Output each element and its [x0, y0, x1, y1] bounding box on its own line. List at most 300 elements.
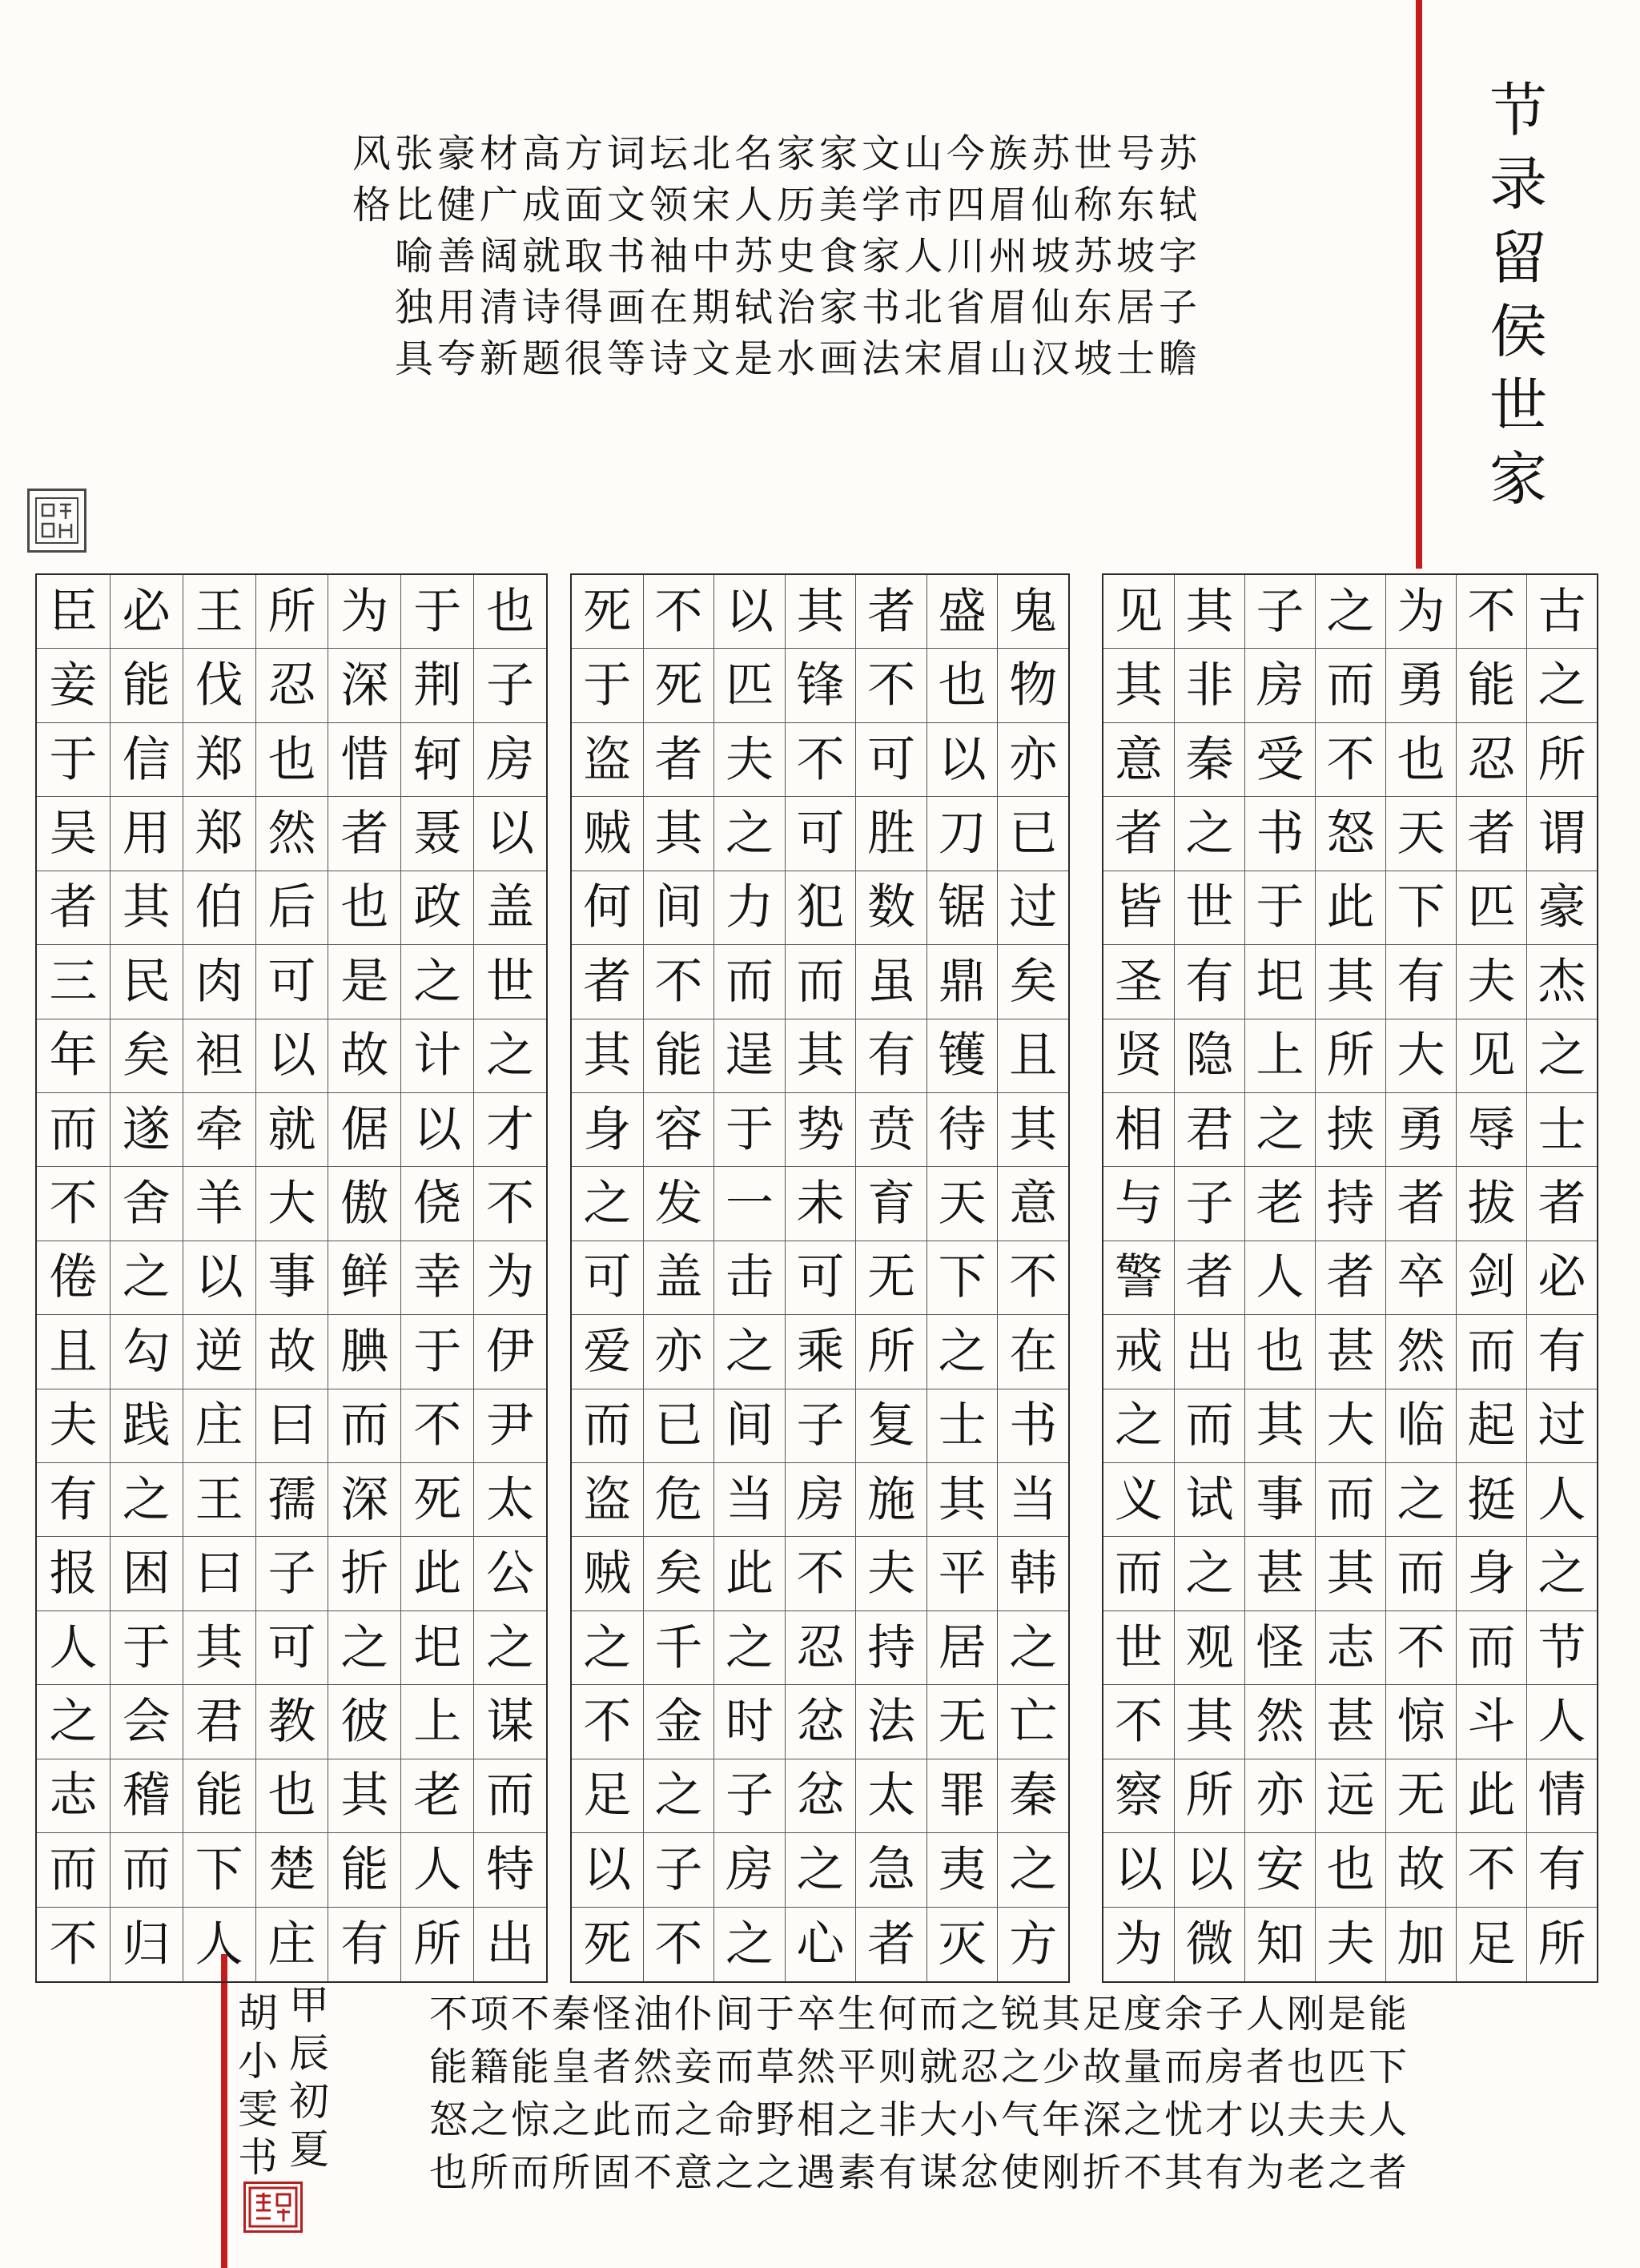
grid-cell: 所 [1526, 1908, 1597, 1981]
grid-cell: 必 [110, 575, 183, 649]
grid-cell: 见 [1456, 1019, 1526, 1093]
grid-cell: 之 [1526, 1537, 1597, 1611]
grid-cell: 郑 [183, 797, 255, 871]
grid-cell: 远 [1315, 1759, 1385, 1833]
grid-cell: 者 [1456, 797, 1526, 871]
grid-cell: 矣 [110, 1019, 183, 1093]
grid-cell: 可 [785, 1241, 856, 1315]
grid-cell: 圯 [1244, 945, 1315, 1019]
grid-cell: 而 [713, 945, 785, 1019]
grid-cell: 以 [255, 1019, 328, 1093]
grid-cell: 为 [1385, 575, 1456, 649]
grid-cell: 有 [1526, 1315, 1597, 1389]
grid-cell: 之 [473, 1611, 546, 1685]
grid-cell: 者 [1103, 797, 1174, 871]
grid-cell: 伯 [183, 871, 255, 945]
grid-cell: 以 [473, 797, 546, 871]
grid-cell: 子 [473, 649, 546, 722]
grid-cell: 于 [400, 575, 473, 649]
grid-cell: 孺 [255, 1463, 328, 1537]
signature-char: 辰 [289, 2030, 329, 2077]
grid-cell: 夫 [855, 1537, 927, 1611]
grid-cell: 甚 [1244, 1537, 1315, 1611]
grid-cell: 也 [473, 575, 546, 649]
grid-cell: 急 [855, 1833, 927, 1907]
grid-cell: 太 [473, 1463, 546, 1537]
grid-cell: 世 [473, 945, 546, 1019]
text-row: 独用清诗得画在期轼治家书北省眉仙东居子 [394, 285, 1201, 330]
text-row: 喻善阔就取书袖中苏史食家人川州坡苏坡字 [394, 234, 1201, 279]
grid-cell: 惜 [328, 723, 400, 797]
grid-cell: 之 [1315, 575, 1385, 649]
grid-cell: 伊 [473, 1315, 546, 1389]
grid-cell: 之 [110, 1241, 183, 1315]
grid-cell: 曰 [255, 1389, 328, 1463]
grid-cell: 忍 [1456, 723, 1526, 797]
grid-cell: 然 [1385, 1315, 1456, 1389]
grid-cell: 郑 [183, 723, 255, 797]
grid-cell: 此 [713, 1537, 785, 1611]
grid-cell: 而 [1456, 1611, 1526, 1685]
grid-cell: 有 [1385, 945, 1456, 1019]
grid-cell: 所 [1315, 1019, 1385, 1093]
grid-cell: 下 [927, 1241, 998, 1315]
grid-cell: 深 [328, 1463, 400, 1537]
grid-cell: 下 [1385, 871, 1456, 945]
grid-cell: 安 [1244, 1833, 1315, 1907]
signature-char: 胡 [238, 1990, 278, 2037]
grid-cell: 容 [643, 1093, 714, 1167]
grid-cell: 君 [183, 1685, 255, 1759]
grid-cell: 能 [183, 1759, 255, 1833]
grid-cell: 拔 [1456, 1167, 1526, 1241]
grid-cell: 之 [473, 1019, 546, 1093]
grid-cell: 力 [713, 871, 785, 945]
grid-middle [570, 573, 1070, 1983]
grid-cell: 其 [328, 1759, 400, 1833]
left-seal [27, 489, 86, 553]
grid-cell: 尹 [473, 1389, 546, 1463]
grid-right [1102, 573, 1598, 1983]
grid-cell: 不 [785, 723, 856, 797]
grid-cell: 有 [855, 1019, 927, 1093]
grid-cell: 之 [1174, 1537, 1244, 1611]
grid-cell: 挟 [1315, 1093, 1385, 1167]
grid-cell: 复 [855, 1389, 927, 1463]
grid-cell: 非 [1174, 649, 1244, 722]
grid-cell: 吴 [37, 797, 110, 871]
grid-cell: 幸 [400, 1241, 473, 1315]
grid-cell: 妾 [37, 649, 110, 722]
signature-author [234, 1989, 282, 2182]
grid-cell: 者 [643, 723, 714, 797]
grid-cell: 已 [643, 1389, 714, 1463]
grid-cell: 死 [583, 1916, 632, 1972]
grid-cell: 侥 [400, 1167, 473, 1241]
grid-cell: 临 [1385, 1389, 1456, 1463]
grid-cell: 之 [1174, 797, 1244, 871]
grid-cell: 犯 [785, 871, 856, 945]
grid-cell: 韩 [997, 1537, 1068, 1611]
grid-cell: 子 [785, 1389, 856, 1463]
grid-cell: 矣 [643, 1537, 714, 1611]
grid-cell: 以 [1103, 1833, 1174, 1907]
grid-cell: 而 [572, 1389, 643, 1463]
grid-cell: 之 [110, 1463, 183, 1537]
signature-char: 小 [238, 2038, 278, 2085]
grid-cell: 以 [1174, 1833, 1244, 1907]
title-char: 节 [1489, 77, 1547, 144]
grid-cell: 而 [1174, 1389, 1244, 1463]
grid-cell: 甚 [1315, 1685, 1385, 1759]
grid-cell: 微 [1174, 1908, 1244, 1981]
top-red-rule [1416, 0, 1422, 569]
grid-cell: 以 [400, 1093, 473, 1167]
signature-char: 初 [289, 2078, 329, 2125]
grid-cell: 豪 [1526, 871, 1597, 945]
grid-cell: 发 [643, 1167, 714, 1241]
grid-cell: 不 [997, 1241, 1068, 1315]
grid-cell: 而 [1103, 1537, 1174, 1611]
grid-cell: 子 [713, 1759, 785, 1833]
grid-cell: 舍 [110, 1167, 183, 1241]
grid-cell: 能 [1456, 649, 1526, 722]
grid-cell: 圯 [400, 1611, 473, 1685]
grid-cell: 也 [255, 1759, 328, 1833]
grid-cell: 肉 [183, 945, 255, 1019]
grid-cell: 间 [713, 1389, 785, 1463]
grid-cell: 世 [1174, 871, 1244, 945]
grid-cell: 于 [110, 1611, 183, 1685]
grid-cell: 用 [110, 797, 183, 871]
grid-cell: 腆 [328, 1315, 400, 1389]
grid-cell: 秦 [1174, 723, 1244, 797]
grid-cell: 特 [473, 1833, 546, 1907]
grid-cell: 持 [855, 1611, 927, 1685]
grid-cell: 君 [1174, 1093, 1244, 1167]
grid-cell: 当 [997, 1463, 1068, 1537]
grid-cell: 有 [37, 1463, 110, 1537]
grid-cell: 庄 [255, 1908, 328, 1981]
grid-cell: 居 [927, 1611, 998, 1685]
grid-cell: 戒 [1103, 1315, 1174, 1389]
signature-char: 甲 [289, 1982, 329, 2029]
grid-cell: 间 [643, 871, 714, 945]
grid-cell: 有 [1174, 945, 1244, 1019]
grid-cell: 足 [1456, 1908, 1526, 1981]
grid-cell: 乘 [785, 1315, 856, 1389]
grid-cell: 也 [1315, 1833, 1385, 1907]
grid-cell: 为 [473, 1241, 546, 1315]
grid-cell: 节 [1526, 1611, 1597, 1685]
grid-cell: 罪 [927, 1759, 998, 1833]
grid-cell: 义 [1103, 1463, 1174, 1537]
bottom-paragraph [429, 1988, 1534, 2199]
grid-cell: 不 [37, 1167, 110, 1241]
grid-cell: 无 [855, 1241, 927, 1315]
grid-cell: 怪 [1244, 1611, 1315, 1685]
grid-cell: 上 [400, 1685, 473, 1759]
text-row: 不项不秦怪油仆间于卒生何而之锐其足度余子人刚是能 [429, 1992, 1410, 2037]
grid-cell: 何 [572, 871, 643, 945]
grid-cell: 王 [183, 575, 255, 649]
grid-cell: 者 [572, 945, 643, 1019]
grid-cell: 就 [255, 1093, 328, 1167]
grid-cell: 臣 [37, 575, 110, 649]
grid-cell: 老 [1244, 1167, 1315, 1241]
grid-cell: 盖 [473, 871, 546, 945]
grid-cell: 所 [255, 575, 328, 649]
grid-cell: 怒 [1315, 797, 1385, 871]
grid-cell: 时 [713, 1685, 785, 1759]
bottom-red-rule [221, 1954, 227, 2268]
grid-cell: 者 [1526, 1167, 1597, 1241]
grid-cell: 士 [1526, 1093, 1597, 1167]
grid-cell: 人 [37, 1611, 110, 1685]
grid-cell: 于 [400, 1315, 473, 1389]
grid-cell: 持 [1315, 1167, 1385, 1241]
grid-cell: 夫 [1456, 945, 1526, 1019]
grid-cell: 不 [643, 1908, 714, 1981]
grid-cell: 之 [1526, 649, 1597, 722]
grid-cell: 知 [1244, 1908, 1315, 1981]
grid-cell: 才 [473, 1093, 546, 1167]
grid-cell: 子 [1174, 1167, 1244, 1241]
grid-cell: 深 [328, 649, 400, 722]
grid-cell: 以 [713, 575, 785, 649]
grid-cell: 大 [1385, 1019, 1456, 1093]
grid-cell: 志 [37, 1759, 110, 1833]
grid-cell: 危 [643, 1463, 714, 1537]
title-char: 世 [1489, 372, 1547, 439]
grid-cell: 不 [1456, 1833, 1526, 1907]
grid-cell: 所 [400, 1908, 473, 1981]
grid-cell: 荆 [400, 649, 473, 722]
grid-cell: 夷 [927, 1833, 998, 1907]
grid-cell: 在 [997, 1315, 1068, 1389]
grid-cell: 甚 [1315, 1315, 1385, 1389]
grid-cell: 剑 [1456, 1241, 1526, 1315]
grid-left [35, 573, 548, 1983]
grid-cell: 而 [328, 1389, 400, 1463]
grid-cell: 计 [400, 1019, 473, 1093]
grid-cell: 勇 [1385, 1093, 1456, 1167]
grid-cell: 太 [855, 1759, 927, 1833]
grid-cell: 其 [1174, 1685, 1244, 1759]
grid-cell: 此 [1315, 871, 1385, 945]
grid-cell: 匹 [713, 649, 785, 722]
grid-cell: 情 [1526, 1759, 1597, 1833]
grid-cell: 也 [255, 723, 328, 797]
grid-cell: 践 [110, 1389, 183, 1463]
grid-cell: 必 [1526, 1241, 1597, 1315]
grid-cell: 过 [1526, 1389, 1597, 1463]
grid-cell: 信 [110, 723, 183, 797]
grid-cell: 其 [643, 797, 714, 871]
grid-cell: 逆 [183, 1315, 255, 1389]
red-seal-icon [248, 2186, 298, 2228]
grid-cell: 志 [1315, 1611, 1385, 1685]
grid-cell: 上 [1244, 1019, 1315, 1093]
grid-cell: 者 [855, 1908, 927, 1981]
grid-cell: 傲 [328, 1167, 400, 1241]
grid-cell: 所 [1526, 723, 1597, 797]
grid-cell: 世 [1103, 1611, 1174, 1685]
grid-cell: 势 [785, 1093, 856, 1167]
grid-cell: 贲 [855, 1093, 927, 1167]
grid-cell: 过 [997, 871, 1068, 945]
grid-cell: 不 [1315, 723, 1385, 797]
grid-cell: 锯 [927, 871, 998, 945]
grid-cell: 人 [1244, 1241, 1315, 1315]
grid-cell: 可 [255, 1611, 328, 1685]
grid-cell: 观 [1174, 1611, 1244, 1685]
grid-cell: 其 [927, 1463, 998, 1537]
grid-cell: 亦 [1244, 1759, 1315, 1833]
grid-cell: 相 [1103, 1093, 1174, 1167]
grid-cell: 有 [328, 1908, 400, 1981]
text-row: 也所而所固不意之之遇素有谋忿使刚折不其有为老之者 [429, 2150, 1410, 2195]
grid-cell: 击 [713, 1241, 785, 1315]
grid-cell: 死 [572, 575, 643, 649]
grid-cell: 也 [328, 871, 400, 945]
grid-cell: 于 [713, 1093, 785, 1167]
grid-cell: 方 [997, 1908, 1068, 1981]
grid-cell: 然 [1244, 1685, 1315, 1759]
text-row: 怒之惊之此而之命野相之非大小气年深之忧才以夫夫人 [429, 2097, 1410, 2142]
grid-cell: 所 [855, 1315, 927, 1389]
grid-cell: 之 [1526, 1019, 1597, 1093]
grid-cell: 者 [1315, 1241, 1385, 1315]
grid-cell: 盗 [572, 1463, 643, 1537]
square-seal-icon [33, 495, 81, 546]
grid-cell: 之 [997, 1833, 1068, 1907]
grid-cell: 意 [1103, 723, 1174, 797]
grid-cell: 死 [643, 649, 714, 722]
grid-cell: 一 [713, 1167, 785, 1241]
grid-cell: 察 [1103, 1759, 1174, 1833]
grid-cell: 以 [183, 1241, 255, 1315]
grid-cell: 忿 [785, 1685, 856, 1759]
grid-cell: 而 [110, 1833, 183, 1907]
grid-cell: 书 [997, 1389, 1068, 1463]
grid-cell: 身 [1456, 1537, 1526, 1611]
grid-cell: 民 [110, 945, 183, 1019]
grid-cell: 出 [473, 1908, 546, 1981]
grid-cell: 之 [37, 1685, 110, 1759]
grid-cell: 有 [1526, 1833, 1597, 1907]
grid-cell: 不 [643, 945, 714, 1019]
grid-cell: 刀 [927, 797, 998, 871]
grid-cell: 子 [643, 1833, 714, 1907]
grid-cell: 匹 [1456, 871, 1526, 945]
grid-cell: 之 [1385, 1463, 1456, 1537]
grid-cell: 忍 [255, 649, 328, 722]
grid-cell: 羊 [183, 1167, 255, 1241]
grid-cell: 之 [997, 1611, 1068, 1685]
grid-cell: 平 [927, 1537, 998, 1611]
text-row: 格比健广成面文领宋人历美学市四眉仙称东轼 [352, 183, 1201, 227]
grid-cell: 稽 [110, 1759, 183, 1833]
grid-cell: 不 [49, 1916, 98, 1972]
grid-cell: 试 [1174, 1463, 1244, 1537]
text-row: 能籍能皇者然妾而草然平则就忍之少故量而房者也匹下 [429, 2045, 1410, 2089]
grid-cell: 其 [1103, 649, 1174, 722]
grid-cell: 者 [855, 575, 927, 649]
grid-cell: 且 [997, 1019, 1068, 1093]
grid-cell: 王 [183, 1463, 255, 1537]
grid-cell: 胜 [855, 797, 927, 871]
grid-cell: 以 [572, 1833, 643, 1907]
grid-cell: 而 [473, 1759, 546, 1833]
grid-cell: 事 [1244, 1463, 1315, 1537]
grid-cell: 天 [1385, 797, 1456, 871]
grid-cell: 之 [572, 1611, 643, 1685]
grid-cell: 之 [713, 797, 785, 871]
grid-cell: 三 [37, 945, 110, 1019]
grid-cell: 其 [1244, 1389, 1315, 1463]
grid-cell: 房 [713, 1833, 785, 1907]
grid-cell: 庄 [183, 1389, 255, 1463]
grid-cell: 彼 [328, 1685, 400, 1759]
grid-cell: 亡 [997, 1685, 1068, 1759]
grid-cell: 法 [855, 1685, 927, 1759]
grid-cell: 老 [400, 1759, 473, 1833]
grid-cell: 也 [927, 649, 998, 722]
grid-cell: 之 [713, 1611, 785, 1685]
grid-cell: 受 [1244, 723, 1315, 797]
grid-cell: 人 [1526, 1463, 1597, 1537]
grid-cell: 无 [927, 1685, 998, 1759]
grid-cell: 忿 [785, 1759, 856, 1833]
text-row: 风张豪材高方词坛北名家家文山今族苏世号苏 [352, 131, 1201, 176]
title-char: 留 [1489, 224, 1547, 292]
grid-cell: 能 [643, 1019, 714, 1093]
grid-cell: 于 [1244, 871, 1315, 945]
grid-cell: 也 [1244, 1315, 1315, 1389]
grid-cell: 金 [643, 1685, 714, 1759]
grid-cell: 可 [255, 945, 328, 1019]
grid-cell: 夫 [1315, 1908, 1385, 1981]
signature-char: 雯 [238, 2086, 278, 2133]
grid-cell: 折 [328, 1537, 400, 1611]
grid-cell: 大 [1315, 1389, 1385, 1463]
grid-cell: 之 [328, 1611, 400, 1685]
grid-cell: 者 [1385, 1167, 1456, 1241]
grid-cell: 起 [1456, 1389, 1526, 1463]
grid-cell: 盖 [643, 1241, 714, 1315]
grid-cell: 物 [997, 649, 1068, 722]
grid-cell: 可 [785, 797, 856, 871]
grid-cell: 倨 [328, 1093, 400, 1167]
grid-cell: 房 [785, 1463, 856, 1537]
grid-cell: 者 [37, 871, 110, 945]
title-char: 家 [1489, 445, 1547, 513]
grid-cell: 而 [1385, 1537, 1456, 1611]
grid-cell: 数 [855, 871, 927, 945]
grid-cell: 子 [255, 1537, 328, 1611]
grid-cell: 辱 [1456, 1093, 1526, 1167]
grid-cell: 之 [927, 1315, 998, 1389]
grid-cell: 古 [1526, 575, 1597, 649]
grid-cell: 圣 [1103, 945, 1174, 1019]
grid-cell: 盛 [927, 575, 998, 649]
grid-cell: 士 [927, 1389, 998, 1463]
title-char: 侯 [1489, 298, 1547, 365]
grid-cell: 袒 [183, 1019, 255, 1093]
grid-cell: 爱 [572, 1315, 643, 1389]
grid-cell: 当 [713, 1463, 785, 1537]
